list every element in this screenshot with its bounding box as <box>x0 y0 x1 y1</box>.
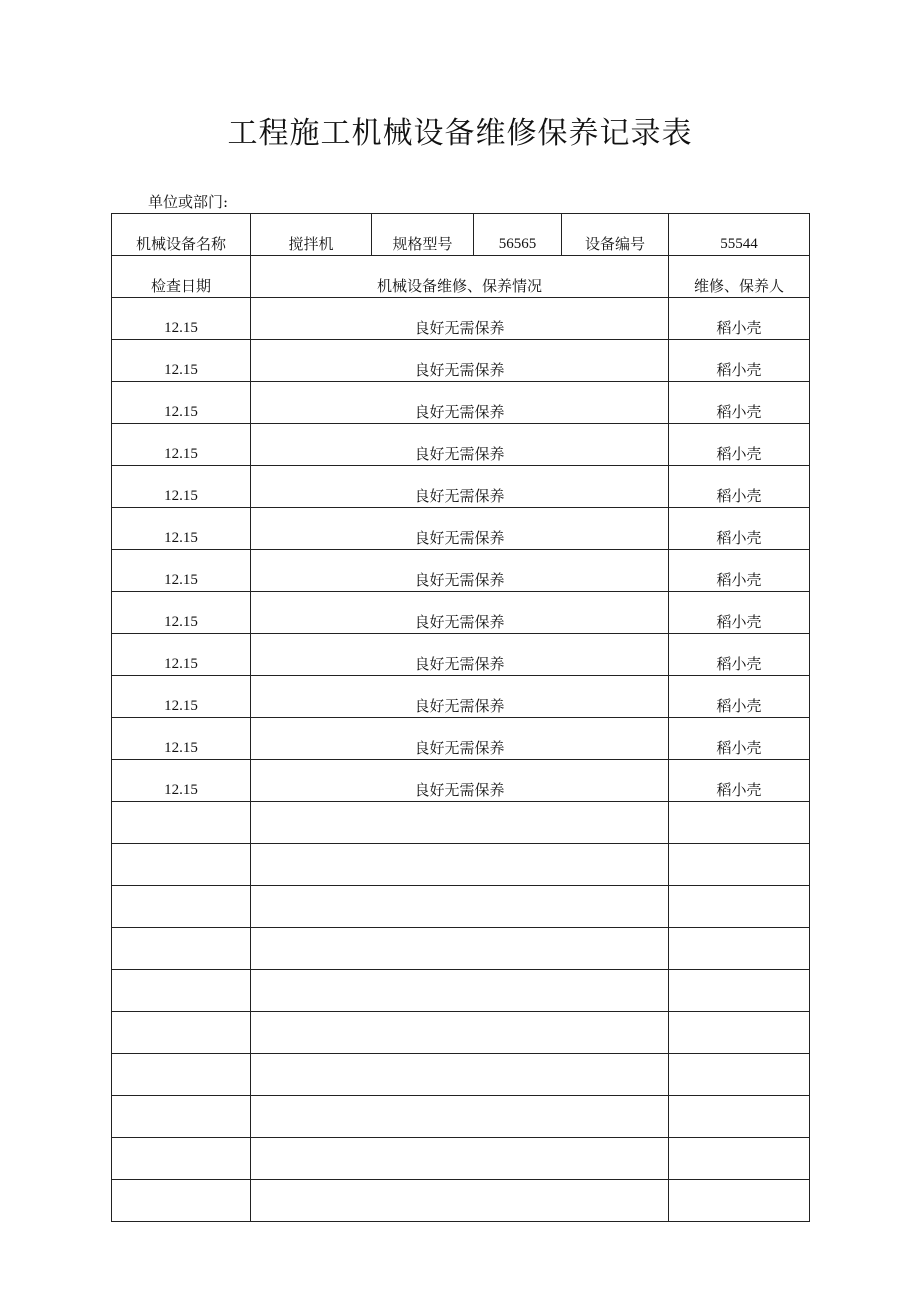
table-row <box>112 508 810 550</box>
record-status-cell: 良好无需保养 <box>251 382 669 424</box>
table-body <box>112 214 810 1222</box>
record-status-cell: 良好无需保养 <box>251 424 669 466</box>
record-person-cell <box>669 1138 810 1180</box>
record-date-cell: 12.15 <box>112 550 251 592</box>
date-header: 检查日期 <box>112 256 251 298</box>
record-person-cell <box>669 1054 810 1096</box>
record-person-cell <box>669 1012 810 1054</box>
record-person-cell <box>669 970 810 1012</box>
record-status-cell <box>251 1054 669 1096</box>
record-person-cell: 稻小壳 <box>669 382 810 424</box>
table-row <box>112 844 810 886</box>
record-date-cell <box>112 928 251 970</box>
equipment-name-value: 搅拌机 <box>251 214 372 256</box>
record-person-cell <box>669 1180 810 1222</box>
record-status-cell <box>251 1012 669 1054</box>
table-row <box>112 928 810 970</box>
record-status-cell <box>251 970 669 1012</box>
record-date-cell <box>112 1096 251 1138</box>
record-person-cell: 稻小壳 <box>669 298 810 340</box>
model-value: 56565 <box>474 214 562 256</box>
column-header-row <box>112 256 810 298</box>
table-row <box>112 970 810 1012</box>
record-person-cell <box>669 802 810 844</box>
record-person-cell: 稻小壳 <box>669 550 810 592</box>
record-status-cell: 良好无需保养 <box>251 508 669 550</box>
record-person-cell <box>669 928 810 970</box>
record-status-cell: 良好无需保养 <box>251 340 669 382</box>
record-date-cell: 12.15 <box>112 634 251 676</box>
record-person-cell: 稻小壳 <box>669 760 810 802</box>
record-status-cell <box>251 1138 669 1180</box>
document-title: 工程施工机械设备维修保养记录表 <box>227 116 693 151</box>
table-row <box>112 634 810 676</box>
table-row <box>112 466 810 508</box>
record-person-cell <box>669 844 810 886</box>
equipment-number-label: 设备编号 <box>562 214 669 256</box>
record-status-cell: 良好无需保养 <box>251 718 669 760</box>
record-date-cell: 12.15 <box>112 382 251 424</box>
record-status-cell: 良好无需保养 <box>251 550 669 592</box>
record-date-cell: 12.15 <box>112 424 251 466</box>
record-person-cell: 稻小壳 <box>669 676 810 718</box>
record-status-cell: 良好无需保养 <box>251 592 669 634</box>
status-header: 机械设备维修、保养情况 <box>251 256 669 298</box>
table-row <box>112 886 810 928</box>
record-status-cell: 良好无需保养 <box>251 760 669 802</box>
table-row <box>112 1180 810 1222</box>
record-status-cell: 良好无需保养 <box>251 298 669 340</box>
record-date-cell <box>112 970 251 1012</box>
record-date-cell: 12.15 <box>112 298 251 340</box>
record-person-cell: 稻小壳 <box>669 340 810 382</box>
record-person-cell: 稻小壳 <box>669 424 810 466</box>
record-status-cell <box>251 886 669 928</box>
record-date-cell <box>112 844 251 886</box>
table-row <box>112 718 810 760</box>
equipment-name-label: 机械设备名称 <box>112 214 251 256</box>
table-row <box>112 1096 810 1138</box>
record-person-cell: 稻小壳 <box>669 466 810 508</box>
table-row <box>112 1054 810 1096</box>
model-label: 规格型号 <box>372 214 474 256</box>
person-header: 维修、保养人 <box>669 256 810 298</box>
record-date-cell: 12.15 <box>112 592 251 634</box>
record-person-cell: 稻小壳 <box>669 508 810 550</box>
record-date-cell: 12.15 <box>112 340 251 382</box>
table-row <box>112 676 810 718</box>
record-date-cell: 12.15 <box>112 760 251 802</box>
table-row <box>112 592 810 634</box>
record-date-cell <box>112 802 251 844</box>
record-person-cell: 稻小壳 <box>669 592 810 634</box>
record-date-cell: 12.15 <box>112 466 251 508</box>
maintenance-record-table <box>111 213 810 1222</box>
record-date-cell: 12.15 <box>112 718 251 760</box>
record-date-cell <box>112 1012 251 1054</box>
record-status-cell: 良好无需保养 <box>251 466 669 508</box>
equipment-info-row <box>112 214 810 256</box>
table-row <box>112 760 810 802</box>
record-status-cell: 良好无需保养 <box>251 676 669 718</box>
record-date-cell: 12.15 <box>112 508 251 550</box>
table-row <box>112 802 810 844</box>
table-row <box>112 550 810 592</box>
record-person-cell: 稻小壳 <box>669 718 810 760</box>
record-status-cell <box>251 844 669 886</box>
table-row <box>112 298 810 340</box>
record-date-cell <box>112 1138 251 1180</box>
record-person-cell <box>669 1096 810 1138</box>
table-row <box>112 1138 810 1180</box>
record-date-cell <box>112 1180 251 1222</box>
table-row <box>112 424 810 466</box>
record-status-cell <box>251 928 669 970</box>
record-status-cell <box>251 1180 669 1222</box>
record-date-cell: 12.15 <box>112 676 251 718</box>
record-person-cell <box>669 886 810 928</box>
table-row <box>112 340 810 382</box>
equipment-number-value: 55544 <box>669 214 810 256</box>
record-status-cell: 良好无需保养 <box>251 634 669 676</box>
record-date-cell <box>112 1054 251 1096</box>
record-person-cell: 稻小壳 <box>669 634 810 676</box>
unit-label: 单位或部门: <box>148 193 229 211</box>
table-row <box>112 1012 810 1054</box>
table-row <box>112 382 810 424</box>
record-date-cell <box>112 886 251 928</box>
record-status-cell <box>251 802 669 844</box>
record-status-cell <box>251 1096 669 1138</box>
